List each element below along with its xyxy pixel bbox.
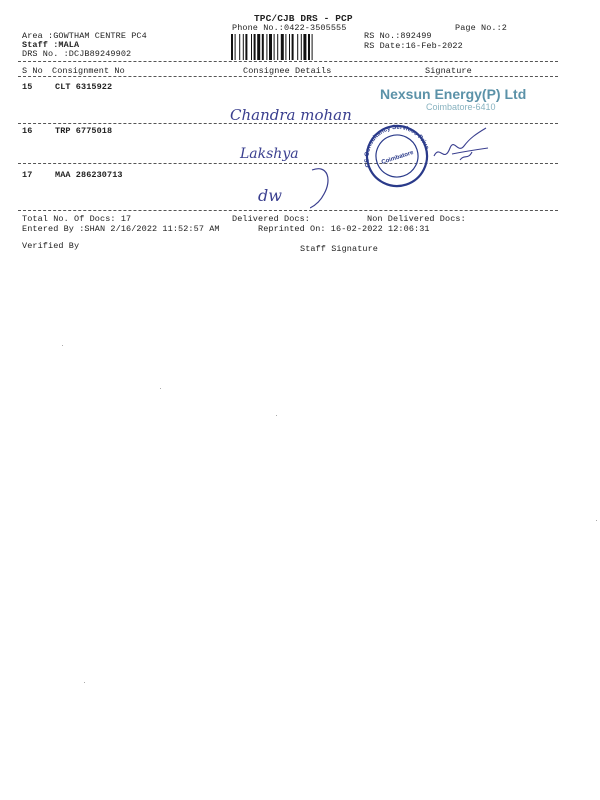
row-consignment: TRP 6775018 [55,126,113,136]
barcode-bar [262,34,264,60]
barcode-bar [312,34,313,60]
staff-signature-label: Staff Signature [300,244,379,254]
scan-speck [84,682,85,683]
barcode-bar [292,34,294,60]
company-name: Nexsun Energy(P) Ltd [380,86,527,102]
barcode-bar [243,34,244,60]
column-header-sno: S No [22,66,43,76]
total-docs: Total No. Of Docs: 17 [22,214,132,224]
scan-speck [160,388,161,389]
rs-date: RS Date:16-Feb-2022 [364,41,463,51]
handwriting-stroke [310,150,340,210]
handwritten-name-row1: Chandra mohan [230,106,352,124]
company-seal [356,120,438,190]
barcode-bar [274,34,275,60]
row-sno: 16 [22,126,33,136]
seal-text: CS Consultancy Services Private [363,123,431,169]
row-sno: 15 [22,82,33,92]
rs-number: RS No.:892499 [364,31,432,41]
document-title: TPC/CJB DRS - PCP [254,13,353,24]
scan-speck [596,520,597,521]
barcode [230,34,356,60]
row-consignment: CLT 6315922 [55,82,113,92]
barcode-bar [266,34,267,60]
barcode-bar [245,34,247,60]
barcode-bar [289,34,290,60]
barcode-bar [281,34,284,60]
barcode-bar [239,34,240,60]
column-header-consignment: Consignment No [52,66,125,76]
seal-center-text: Coimbatore [380,149,415,166]
page-number: Page No.:2 [455,23,508,33]
non-delivered-docs: Non Delivered Docs: [367,214,466,224]
row-sno: 17 [22,170,33,180]
barcode-bar [231,34,233,60]
barcode-bar [269,34,272,60]
drs-number: DRS No. :DCJB89249902 [22,49,132,59]
row-divider [18,210,558,211]
scan-speck [276,415,277,416]
staff-label: Staff :MALA [22,40,80,50]
column-header-consignee: Consignee Details [243,66,332,76]
barcode-bar [277,34,278,60]
barcode-bar [254,34,256,60]
barcode-bar [257,34,260,60]
barcode-bar [303,34,306,60]
area-label: Area :GOWTHAM CENTRE PC4 [22,31,147,41]
svg-text:CS Consultancy Services Privat [356,120,430,173]
scan-speck [62,345,63,346]
divider [18,61,558,62]
phone-number: Phone No.:0422-3505555 [232,23,347,33]
company-logo-stamp [380,86,526,112]
column-header-signature: Signature [425,66,472,76]
divider [18,76,558,77]
barcode-bar [285,34,286,60]
reprinted-on: Reprinted On: 16-02-2022 12:06:31 [258,224,430,234]
barcode-bar [301,34,302,60]
row-consignment: MAA 286230713 [55,170,123,180]
barcode-bar [235,34,236,60]
company-city: Coimbatore-6410 [426,102,496,112]
barcode-bar [251,34,252,60]
delivered-docs: Delivered Docs: [232,214,311,224]
handwritten-name-row3: dw [258,186,282,205]
verified-by: Verified By [22,241,80,251]
entered-by: Entered By :SHAN 2/16/2022 11:52:57 AM [22,224,220,234]
barcode-bar [308,34,310,60]
handwritten-name-row2: Lakshya [240,146,299,162]
signature-scribble [430,124,490,170]
barcode-bar [297,34,298,60]
